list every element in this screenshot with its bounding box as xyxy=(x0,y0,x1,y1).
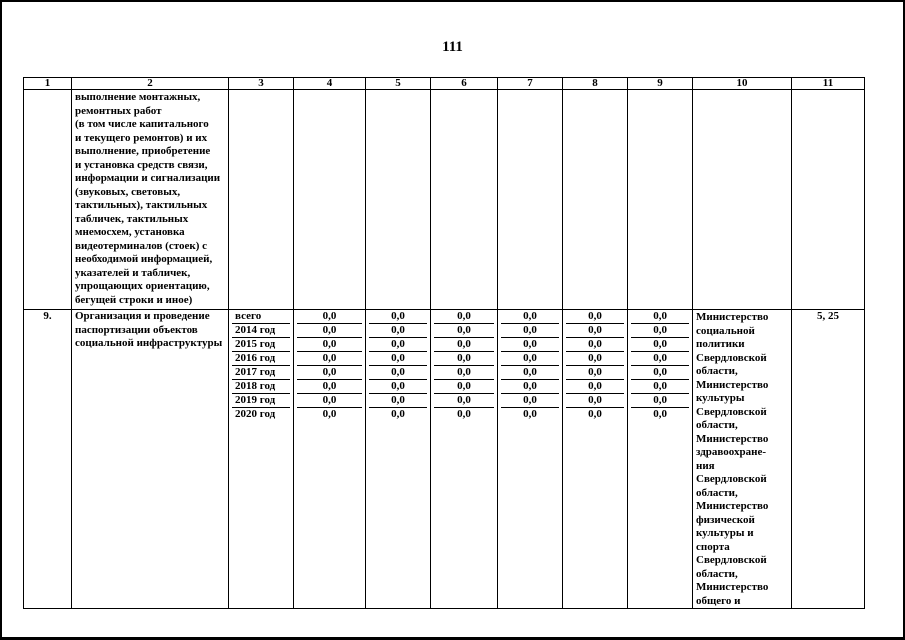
value-cell: 0,0 xyxy=(369,366,427,380)
column-header: 2 xyxy=(72,78,229,90)
value-cell: 0,0 xyxy=(566,352,624,366)
empty-cell xyxy=(498,90,563,310)
page-number: 111 xyxy=(442,39,463,55)
period-label: всего xyxy=(232,310,290,324)
value-column-9 xyxy=(628,310,693,609)
column-header: 3 xyxy=(229,78,294,90)
period-label: 2014 год xyxy=(232,324,290,338)
period-label: 2020 год xyxy=(235,408,276,420)
value-cell: 0,0 xyxy=(501,310,559,324)
value-column-4 xyxy=(294,310,366,609)
value-cell: 0,0 xyxy=(501,366,559,380)
value-cell: 0,0 xyxy=(631,352,689,366)
period-label: 2018 год xyxy=(232,380,290,394)
period-column xyxy=(229,310,294,609)
period-label: 2019 год xyxy=(232,394,290,408)
value-cell: 0,0 xyxy=(369,310,427,324)
continuation-row xyxy=(24,90,865,310)
value-column-5 xyxy=(366,310,431,609)
value-cell: 0,0 xyxy=(631,324,689,338)
value-cell: 0,0 xyxy=(434,380,494,394)
row-number: 9. xyxy=(24,310,72,609)
value-cell: 0,0 xyxy=(434,338,494,352)
value-cell: 0,0 xyxy=(523,408,537,420)
value-cell: 0,0 xyxy=(457,408,471,420)
column-header: 4 xyxy=(294,78,366,90)
column-header: 5 xyxy=(366,78,431,90)
value-cell: 0,0 xyxy=(631,310,689,324)
empty-cell xyxy=(628,90,693,310)
value-cell: 0,0 xyxy=(322,408,337,420)
column-header: 8 xyxy=(563,78,628,90)
value-cell: 0,0 xyxy=(566,366,624,380)
value-cell: 0,0 xyxy=(297,310,362,324)
value-cell: 0,0 xyxy=(297,366,362,380)
column-header: 10 xyxy=(693,78,792,90)
value-cell: 0,0 xyxy=(588,408,602,420)
value-cell: 0,0 xyxy=(566,310,624,324)
executors-cell xyxy=(693,310,792,609)
empty-cell xyxy=(792,90,865,310)
value-cell: 0,0 xyxy=(369,324,427,338)
value-cell: 0,0 xyxy=(434,394,494,408)
executors-text: Министерство социальной политики Свердловской области, Министерство культуры Свердловской области, Министерство здравоохране- ния Свердловской области, Министерство физической культуры и спорта Свердловской области, Министерство общего и xyxy=(696,311,769,607)
empty-cell xyxy=(24,90,72,310)
empty-cell xyxy=(693,90,792,310)
empty-cell xyxy=(294,90,366,310)
value-cell: 0,0 xyxy=(501,338,559,352)
value-cell: 0,0 xyxy=(501,394,559,408)
empty-cell xyxy=(366,90,431,310)
activity-description: Организация и проведение паспортизации объектов социальной инфраструктуры xyxy=(72,310,229,609)
column-header: 7 xyxy=(498,78,563,90)
column-header: 9 xyxy=(628,78,693,90)
value-cell: 0,0 xyxy=(631,338,689,352)
value-column-6 xyxy=(431,310,498,609)
column-number-row xyxy=(24,78,865,90)
value-cell: 0,0 xyxy=(631,366,689,380)
value-column-8 xyxy=(563,310,628,609)
empty-cell xyxy=(431,90,498,310)
value-cell: 0,0 xyxy=(297,324,362,338)
value-cell: 0,0 xyxy=(297,352,362,366)
value-cell: 0,0 xyxy=(501,352,559,366)
value-cell: 0,0 xyxy=(653,408,667,420)
value-cell: 0,0 xyxy=(434,310,494,324)
table-row-9 xyxy=(24,310,865,609)
value-cell: 0,0 xyxy=(501,380,559,394)
value-cell: 0,0 xyxy=(631,394,689,408)
value-cell: 0,0 xyxy=(566,324,624,338)
program-table xyxy=(23,77,865,609)
value-cell: 0,0 xyxy=(631,380,689,394)
empty-cell xyxy=(563,90,628,310)
value-cell: 0,0 xyxy=(566,380,624,394)
empty-cell xyxy=(229,90,294,310)
column-header: 11 xyxy=(792,78,865,90)
value-cell: 0,0 xyxy=(566,338,624,352)
value-cell: 0,0 xyxy=(369,338,427,352)
value-cell: 0,0 xyxy=(501,324,559,338)
column-header: 1 xyxy=(24,78,72,90)
period-label: 2017 год xyxy=(232,366,290,380)
value-cell: 0,0 xyxy=(297,380,362,394)
period-label: 2015 год xyxy=(232,338,290,352)
column-header: 6 xyxy=(431,78,498,90)
target-indicators: 5, 25 xyxy=(792,310,865,609)
value-cell: 0,0 xyxy=(566,394,624,408)
value-cell: 0,0 xyxy=(297,338,362,352)
value-cell: 0,0 xyxy=(434,366,494,380)
continuation-description xyxy=(72,90,229,310)
value-column-7 xyxy=(498,310,563,609)
value-cell: 0,0 xyxy=(434,324,494,338)
value-cell: 0,0 xyxy=(434,352,494,366)
value-cell: 0,0 xyxy=(297,394,362,408)
value-cell: 0,0 xyxy=(369,352,427,366)
value-cell: 0,0 xyxy=(369,394,427,408)
value-cell: 0,0 xyxy=(369,380,427,394)
value-cell: 0,0 xyxy=(391,408,405,420)
continuation-description-text: выполнение монтажных, ремонтных работ (в том числе капитального и текущего ремонтов) и их выполнение, приобретение и установка средств связи, информации и сигнализации (звуковых, световых, тактильных), тактильных табличек, тактильных мнемосхем, установка видеотерминалов (стоек) с необходимой информацией, указателей и табличек, упрощающих ориентацию, бегущей строки и иное) xyxy=(75,91,221,306)
period-label: 2016 год xyxy=(232,352,290,366)
